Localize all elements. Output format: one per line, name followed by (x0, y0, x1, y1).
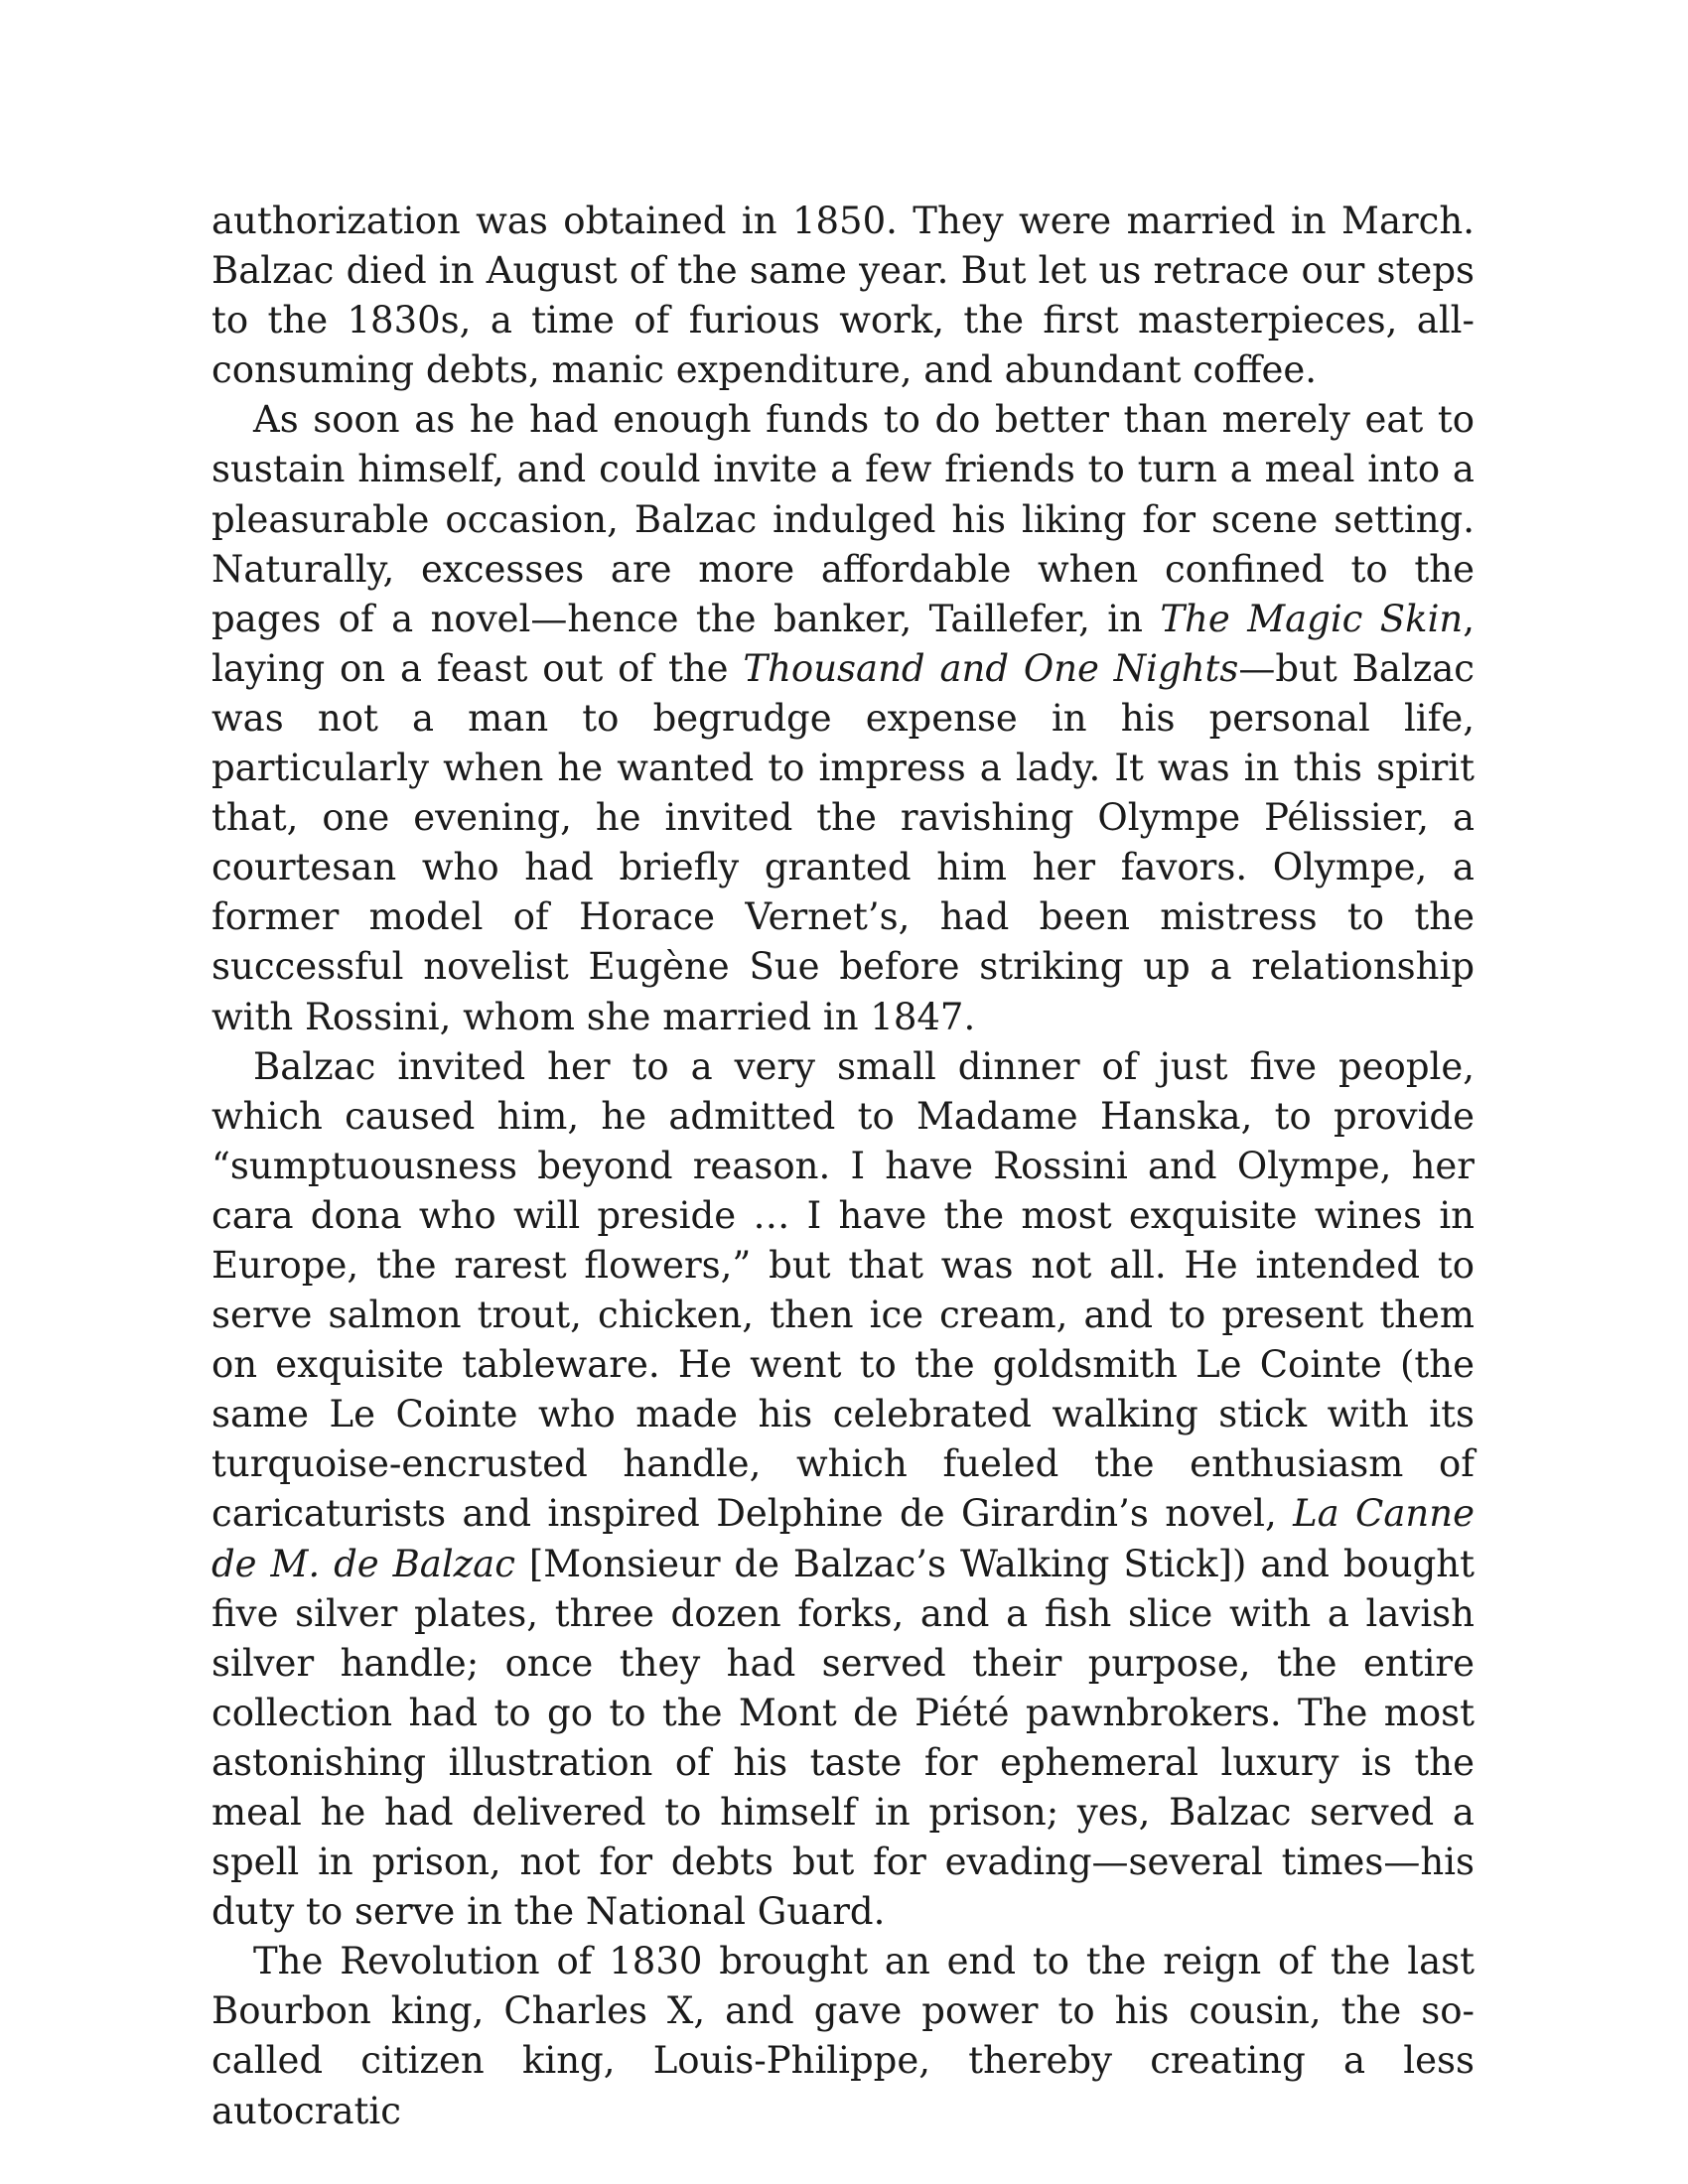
paragraph-4-text: The Revolution of 1830 brought an end to the reign of the last Bourbon king, Charles X, and gave power to his cousin, the so-called citizen king, Louis-Philippe, thereby creating a less autocratic (211, 1940, 1475, 2132)
paragraph-2-text-c: —but Balzac was not a man to begrudge expense in his personal life, particularly when he wanted to impress a lady. It was in this spirit that, one evening, he invited the ravishing Olympe Pélissier, a courtesan who had briefly granted him her favors. Olympe, a former model of Horace Vernet’s, had been mistress to the successful novelist Eugène Sue before striking up a relationship with Rossini, whom she married in 1847. (211, 646, 1475, 1038)
paragraph-2-text-a: As soon as he had enough funds to do better than merely eat to sustain himself, and could invite a few friends to turn a meal into a pleasurable occasion, Balzac indulged his liking for scene setting. Naturally, excesses are more affordable when confined to the pages of a novel—hence the banker, Taillefer, in (211, 398, 1475, 640)
paragraph-2 (211, 395, 1475, 1041)
paragraph-4 (211, 1937, 1475, 2135)
paragraph-1-text: authorization was obtained in 1850. They were married in March. Balzac died in August of the same year. But let us retrace our steps to the 1830s, a time of furious work, the first masterpieces, all-consuming debts, manic expenditure, and abundant coffee. (211, 200, 1475, 392)
paragraph-1 (211, 197, 1475, 395)
paragraph-3 (211, 1042, 1475, 1938)
paragraph-3-text-b: [Monsieur de Balzac’s Walking Stick]) and bought five silver plates, three dozen forks, and a fish slice with a lavish silver handle; once they had served their purpose, the entire collection had to go to the Mont de Piété pawnbrokers. The most astonishing illustration of his taste for ephemeral luxury is the meal he had delivered to himself in prison; yes, Balzac served a spell in prison, not for debts but for evading—several times—his duty to serve in the National Guard. (211, 1542, 1476, 1934)
paragraph-3-text-a: Balzac invited her to a very small dinner of just five people, which caused him, he admitted to Madame Hanska, to provide “sumptuousness beyond reason. I have Rossini and Olympe, her cara dona who will preside … I have the most exquisite wines in Europe, the rarest flowers,” but that was not all. He intended to serve salmon trout, chicken, then ice cream, and to present them on exquisite tableware. He went to the goldsmith Le Cointe (the same Le Cointe who made his celebrated walking stick with its turquoise-encrusted handle, which fueled the enthusiasm of caricaturists and inspired Delphine de Girardin’s novel, (211, 1044, 1475, 1536)
book-title-thousand-and-one-nights: Thousand and One Nights (743, 646, 1239, 690)
book-title-magic-skin: The Magic Skin (1160, 597, 1464, 640)
paragraph-2-text-b: , laying on a feast out of the (211, 597, 1475, 690)
book-page (211, 197, 1475, 2136)
book-title-la-canne: La Canne de M. de Balzac (211, 1492, 1475, 1585)
